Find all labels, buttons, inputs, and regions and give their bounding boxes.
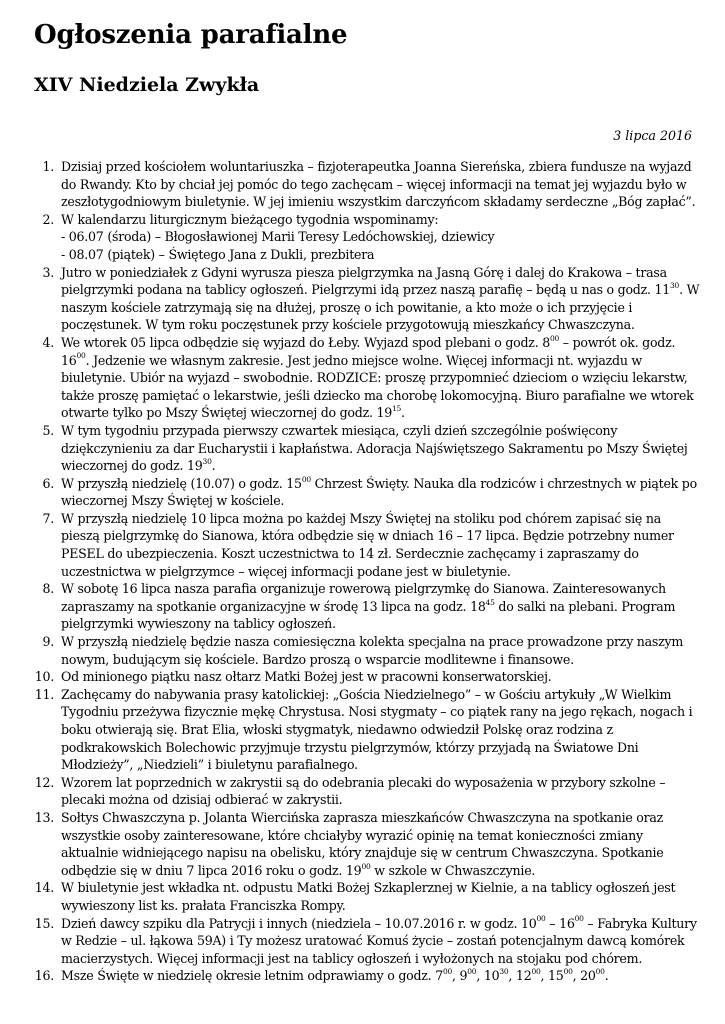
list-item-text: W kalendarzu liturgicznym bieżącego tygodnia wspominamy: - 06.07 (środa) – Błogosławionej Marii Teresy Ledóchowskiej, dziewicy - 08.07 (piątek) – Świętego Jana z Dukli, prezbitera [61,211,495,262]
list-item [34,774,701,809]
list-item-number: 2. [42,211,54,227]
list-item [42,633,701,668]
list-item [34,967,701,985]
list-item [42,580,701,633]
announcement-date: 3 lipca 2016 [613,128,692,143]
list-item [34,879,701,914]
list-item [34,809,701,879]
list-item [42,264,701,334]
list-item-number: 15. [34,915,54,931]
list-item-number: 16. [34,968,54,984]
list-item-text: W tym tygodniu przypada pierwszy czwartek miesiąca, czyli dzień szczególnie poświęcony dziękczynieniu za dar Eucharystii i kapłaństwa. Adoracja Najświętszego Sakramentu po Mszy Świętej wieczornej do godz. $19^{30}$. [61,422,688,474]
page-subtitle: XIV Niedziela Zwykła [34,74,260,96]
list-item-text: W przyszłą niedzielę 10 lipca można po każdej Mszy Świętej na stoliku pod chórem zapisać się na pieszą pielgrzymkę do Sianowa, która odbędzie się w dniach 16 – 17 lipca. Będzie potrzebny numer PESEL do ubezpieczenia. Koszt uczestnictwa to 14 zł. Serdecznie zachęcamy i zapraszamy do uczestnictwa w pielgrzymce – więcej informacji podane jest w biuletynie. [61,510,674,579]
list-item-text: W przyszłą niedzielę będzie nasza comiesięczna kolekta specjalna na prace prowadzone przy naszym nowym, budującym się kościele. Bardzo proszą o wsparcie modlitewne i finansowe. [61,634,684,667]
list-item-text: Jutro w poniedziałek z Gdyni wyrusza piesza pielgrzymka na Jasną Górę i dalej do Krakowa – trasa pielgrzymki podana na tablicy ogłoszeń. Pielgrzymi idą przez naszą parafię – będą u nas o godz. $11^{30}$. W naszym kościele zatrzymają się na dłużej, proszę o ich powitanie, a kto może o ich przyjęcie i poczęstunek. W tym roku poczęstunek przy kościele przygotowują mieszkańcy Chwaszczyna. [61,264,700,333]
list-item-number: 4. [42,334,54,350]
list-item [42,333,701,422]
list-item-text: Od minionego piątku nasz ołtarz Matki Bożej jest w pracowni konserwatorskiej. [61,669,552,685]
list-item-number: 11. [34,686,54,702]
page-title: Ogłoszenia parafialne [34,20,348,50]
list-item-number: 3. [42,264,54,280]
list-item-number: 5. [42,422,54,438]
list-item-number: 6. [42,475,54,491]
list-item [42,474,701,510]
list-item-text: Dzisiaj przed kościołem woluntariuszka – fizjoterapeutka Joanna Siereńska, zbiera fundusze na wyjazd do Rwandy. Kto by chciał jej pomóc do tego zachęcam – więcej informacji na temat jej wyjazdu było w zeszłotygodniowym biuletynie. W jej imieniu wszystkim darczyńcom składamy serdeczne „Bóg zapłać”. [61,159,696,210]
list-item-text: W sobotę 16 lipca nasza parafia organizuje rowerową pielgrzymkę do Sianowa. Zainteresowanych zapraszamy na spotkanie organizacyjne w środę 13 lipca na godz. $18^{45}$ do salki na plebani. Program pielgrzymki wywieszony na tablicy ogłoszeń. [61,581,676,632]
list-item-number: 14. [34,880,54,896]
list-item [34,668,701,686]
list-item-number: 10. [34,669,54,685]
list-item-text: Dzień dawcy szpiku dla Patrycji i innych (niedziela – 10.07.2016 r. w godz. $10^{00} - 16^{00}$ – Fabryka Kultury w Redzie – ul. łąkowa 59A) i Ty możesz uratować Komuś życie – zostań potencjalnym dawcą komórek macierzystych. Więcej informacji jest na tablicy ogłoszeń i wyłożonych na stojaku pod chórem. [61,914,697,966]
list-item-text: W przyszłą niedzielę (10.07) o godz. $15^{00}$ Chrzest Święty. Nauka dla rodziców i chrzestnych w piątek po wieczornej Mszy Świętej w kościele. [61,474,697,509]
list-item-number: 1. [42,159,54,174]
list-item [42,211,701,264]
list-item-text: Wzorem lat poprzednich w zakrystii są do odebrania plecaki do wyposażenia w przybory szkolne – plecaki można od dzisiaj odbierać w zakrystii. [61,774,666,808]
list-item [42,510,701,580]
list-item-number: 13. [34,809,54,825]
list-item [34,686,701,774]
list-item-text: Sołtys Chwaszczyna p. Jolanta Wiercińska zaprasza mieszkańców Chwaszczyna na spotkanie oraz wszystkie osoby zainteresowane, które chciałyby wyrazić opinię na temat konieczności zmiany aktualnie widniejącego napisu na obelisku, który znajduje się w centrum Chwaszczyna. Spotkanie odbędzie się w dniu 7 lipca 2016 roku o godz. $19^{00}$ w szkole w Chwaszczynie. [61,809,664,878]
list-item-text: Msze Święte w niedzielę okresie letnim odprawiamy o godz. $7^{00}$, $9^{00}$, $10^{30}$, $12^{00}$, $15^{00}$, $20^{00}$. [61,967,609,984]
list-item-number: 12. [34,774,54,790]
list-item-text: We wtorek 05 lipca odbędzie się wyjazd do Łeby. Wyjazd spod plebani o godz. $8^{00}$ – powrót ok. godz. $16^{00}$. Jedzenie we własnym zakresie. Jest jedno miejsce wolne. Więcej informacji nt. wyjazdu w biuletynie. Ubiór na wyjazd – swobodnie. RODZICE: proszę przypomnieć dzieciom o wzięciu lekarstw, także proszę pamiętać o lekarstwie, jeśli dziecko ma chorobę lokomocyjną. Biuro parafialne we wtorek otwarte tylko po Mszy Świętej wieczornej do godz. $19^{15}$. [61,333,694,421]
list-item-number: 7. [42,510,54,526]
list-item [34,914,701,968]
list-item [42,158,701,211]
list-item-number: 9. [42,634,54,650]
list-item-text: Zachęcamy do nabywania prasy katolickiej: „Gościa Niedzielnego” – w Gościu artykuły „W Wielkim Tygodniu przeżywa fizycznie mękę Chrystusa. Nosi stygmaty – co piątek rany na jego rękach, nogach i boku otwierają się. Brat Elia, włoski stygmatyk, niedawno odwiedził Polskę oraz rodzina z podkrakowskich Bolechowic przyjmuje trzystu pielgrzymów, którzy przyjadą na Światowe Dni Młodzieży”, „Niedzieli” i biuletynu parafialnego. [61,686,693,773]
list-item-number: 8. [42,581,54,597]
list-item-text: W biuletynie jest wkładka nt. odpustu Matki Bożej Szkaplerznej w Kielnie, a na tablicy ogłoszeń jest wywieszony list ks. prałata Franciszka Rompy. [61,880,676,913]
announcement-list [34,158,701,985]
list-item [42,422,701,475]
